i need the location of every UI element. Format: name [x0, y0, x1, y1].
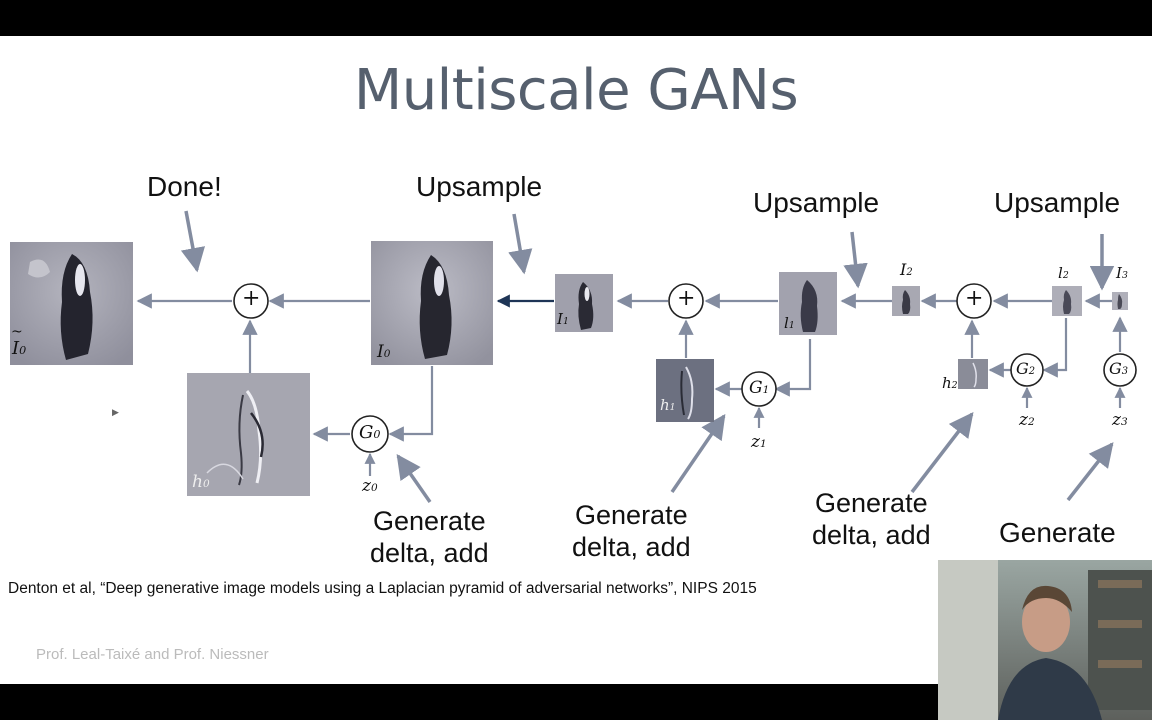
callout-done — [186, 211, 197, 270]
gen-delta-0-line1: Generate — [373, 506, 486, 536]
webcam-overlay — [938, 560, 1152, 720]
I0-caption: I0 — [12, 338, 27, 359]
plus0-sign: + — [242, 286, 261, 311]
I1tilde-caption: I1 — [557, 310, 569, 328]
z1-label: z1 — [751, 432, 767, 452]
h1-caption: h1 — [660, 396, 676, 414]
citation: Denton et al, “Deep generative image models using a Laplacian pyramid of adversarial networks”, NIPS 2015 — [8, 580, 757, 597]
gen-delta-2-line1: Generate — [815, 488, 928, 518]
label-generate-delta-1 — [572, 500, 691, 564]
image-l2 — [1052, 286, 1082, 316]
G3-label: G3 — [1109, 359, 1129, 378]
G0-label: G0 — [359, 422, 381, 443]
G1-label: G1 — [749, 378, 770, 398]
I0-caption-tilde: ~ — [11, 324, 23, 340]
callout-gen-delta-2 — [912, 414, 972, 492]
flow-I1-to-G1 — [776, 339, 810, 389]
z0-label: z0 — [362, 476, 378, 496]
I3tilde-caption: I3 — [1116, 264, 1128, 282]
z3-label: z3 — [1112, 410, 1128, 430]
h0-caption: h0 — [192, 472, 210, 492]
z2-label: z2 — [1019, 410, 1035, 430]
flow-I0bar-to-G0 — [390, 366, 432, 434]
label-upsample-0: Upsample — [416, 171, 543, 202]
callout-gen-delta-0 — [398, 456, 430, 502]
gen-delta-0-line2: delta, add — [370, 537, 489, 568]
callout-generate-3 — [1068, 444, 1112, 500]
slide-title: Multiscale GANs — [353, 58, 799, 123]
I0bar-caption: I0 — [377, 342, 391, 362]
flow-l2-to-G2 — [1044, 318, 1066, 370]
gen-delta-1-line2: delta, add — [572, 531, 691, 562]
G2-label: G2 — [1016, 359, 1036, 378]
mouse-cursor-icon: ▶ — [112, 407, 119, 417]
I1-caption: l1 — [784, 314, 795, 332]
callout-gen-delta-1 — [672, 416, 724, 492]
plus2-sign: + — [965, 286, 984, 311]
label-generate-delta-2 — [812, 488, 931, 552]
output-image-I0 — [10, 242, 133, 365]
gen-delta-1-line1: Generate — [575, 500, 688, 530]
l2-caption: l2 — [1058, 264, 1069, 282]
I2tilde-caption: I2 — [900, 260, 913, 279]
label-upsample-3: Upsample — [994, 187, 1121, 218]
footer-authors: Prof. Leal-Taixé and Prof. Niessner — [36, 646, 269, 663]
gen-delta-2-line2: delta, add — [812, 519, 931, 550]
residual-image-h2 — [958, 359, 988, 389]
h2-caption: h2 — [942, 374, 958, 392]
label-done: Done! — [147, 171, 222, 202]
callout-upsample-1 — [852, 232, 858, 286]
plus1-sign: + — [677, 286, 696, 311]
image-I2tilde — [892, 286, 920, 316]
label-upsample-1: Upsample — [753, 187, 880, 218]
label-generate-delta-0 — [370, 506, 489, 570]
callout-upsample-0 — [514, 214, 524, 272]
label-generate-3: Generate — [999, 517, 1116, 548]
image-I3tilde — [1112, 292, 1128, 310]
